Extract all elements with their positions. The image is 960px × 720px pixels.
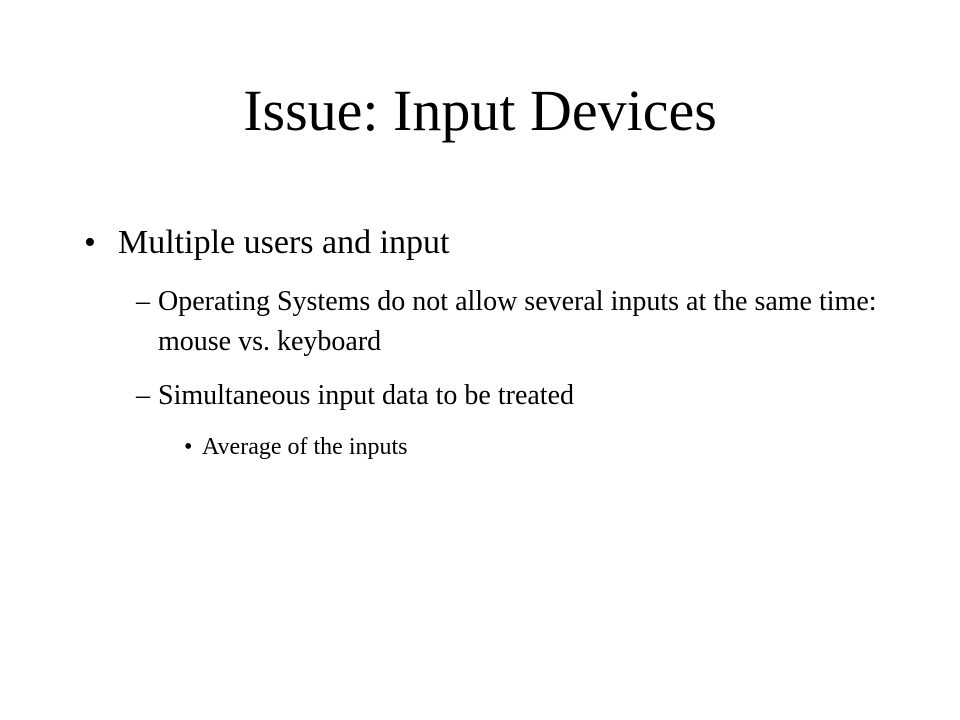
- dash-marker: –: [136, 286, 150, 317]
- bullet-text: Average of the inputs: [202, 434, 408, 460]
- bullet-text: Operating Systems do not allow several inputs at the same time: mouse vs. keyboard: [158, 286, 877, 357]
- bullet-marker: •: [184, 434, 193, 460]
- bullet-marker: •: [84, 224, 96, 261]
- slide-title: Issue: Input Devices: [243, 78, 717, 143]
- dash-marker: –: [136, 380, 150, 411]
- bullet-text: Simultaneous input data to be treated: [158, 380, 575, 411]
- bullet-text: Multiple users and input: [118, 224, 450, 261]
